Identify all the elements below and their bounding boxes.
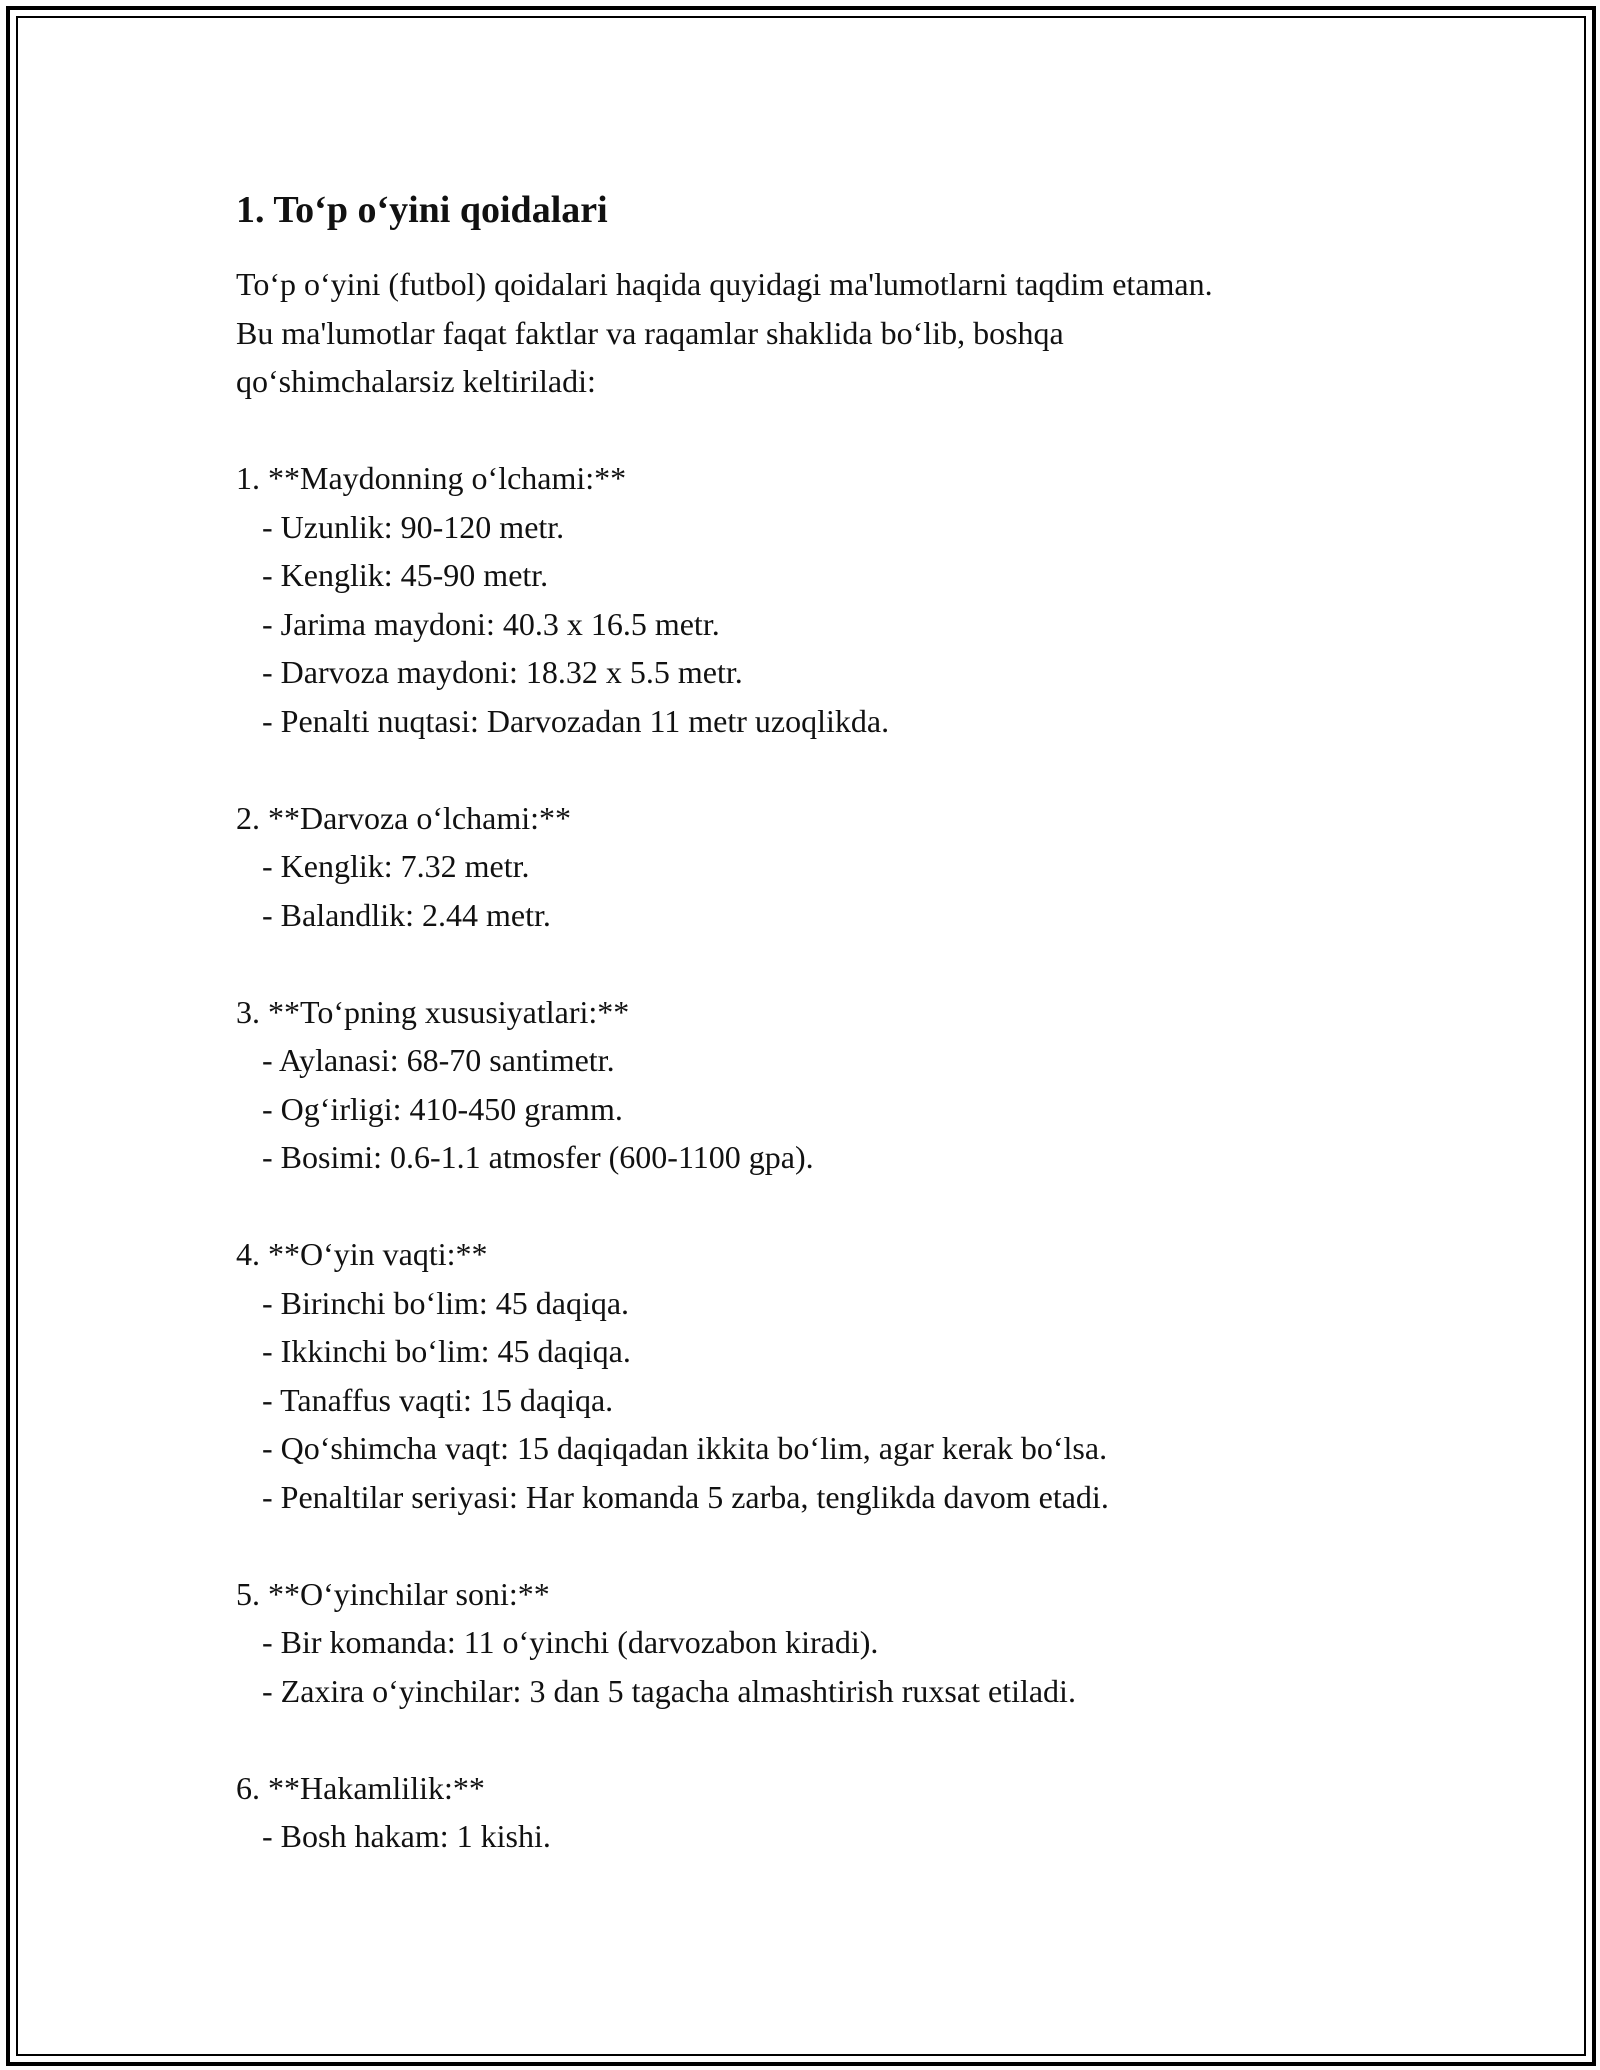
list-item: - Bosimi: 0.6-1.1 atmosfer (600-1100 gpa). [262, 1139, 814, 1175]
list-item: - Jarima maydoni: 40.3 x 16.5 metr. [262, 605, 720, 642]
list-item: - Kenglik: 7.32 metr. [262, 848, 530, 884]
section-heading: 3. **To‘pning xususiyatlari:** [236, 993, 630, 1030]
intro-line: Bu ma'lumotlar faqat faktlar va raqamlar shaklida bo‘lib, boshqa [236, 314, 1064, 351]
list-item: - Penalti nuqtasi: Darvozadan 11 metr uzoqlikda. [262, 702, 890, 739]
section-heading: 2. **Darvoza o‘lchami:** [236, 799, 571, 836]
section-goal-size [236, 794, 1436, 940]
list-item: - Kenglik: 45-90 metr. [262, 557, 549, 593]
list-item: - Birinchi bo‘lim: 45 daqiqa. [262, 1284, 630, 1321]
list-item: - Tanaffus vaqti: 15 daqiqa. [262, 1381, 614, 1418]
intro-line: qo‘shimchalarsiz keltiriladi: [236, 363, 596, 399]
section-heading: 4. **O‘yin vaqti:** [236, 1236, 488, 1272]
list-item: - Aylanasi: 68-70 santimetr. [262, 1042, 615, 1078]
section-refereeing [236, 1764, 1436, 1861]
list-item: - Bir komanda: 11 o‘yinchi (darvozabon kiradi). [262, 1624, 879, 1660]
list-item: - Darvoza maydoni: 18.32 x 5.5 metr. [262, 654, 743, 690]
intro-line: To‘p o‘yini (futbol) qoidalari haqida quyidagi ma'lumotlarni taqdim etaman. [236, 266, 1213, 302]
document-body [236, 186, 1436, 1861]
section-ball-properties [236, 988, 1436, 1182]
page-title: 1. To‘p o‘yini qoidalari [236, 189, 608, 231]
list-item: - Ikkinchi bo‘lim: 45 daqiqa. [262, 1333, 631, 1369]
section-game-time [236, 1230, 1436, 1521]
section-player-count [236, 1570, 1436, 1716]
section-heading: 5. **O‘yinchilar soni:** [236, 1575, 550, 1612]
list-item: - Qo‘shimcha vaqt: 15 daqiqadan ikkita bo‘lim, agar kerak bo‘lsa. [262, 1430, 1108, 1466]
list-item: - Balandlik: 2.44 metr. [262, 896, 551, 933]
section-field-size [236, 454, 1436, 745]
list-item: - Bosh hakam: 1 kishi. [262, 1818, 551, 1854]
list-item: - Uzunlik: 90-120 metr. [262, 508, 565, 545]
list-item: - Zaxira o‘yinchilar: 3 dan 5 tagacha almashtirish ruxsat etiladi. [262, 1672, 1076, 1709]
list-item: - Penaltilar seriyasi: Har komanda 5 zarba, tenglikda davom etadi. [262, 1478, 1109, 1515]
section-heading: 6. **Hakamlilik:** [236, 1769, 485, 1806]
intro-paragraph [236, 260, 1436, 406]
section-heading: 1. **Maydonning o‘lchami:** [236, 460, 627, 496]
list-item: - Og‘irligi: 410-450 gramm. [262, 1090, 623, 1127]
